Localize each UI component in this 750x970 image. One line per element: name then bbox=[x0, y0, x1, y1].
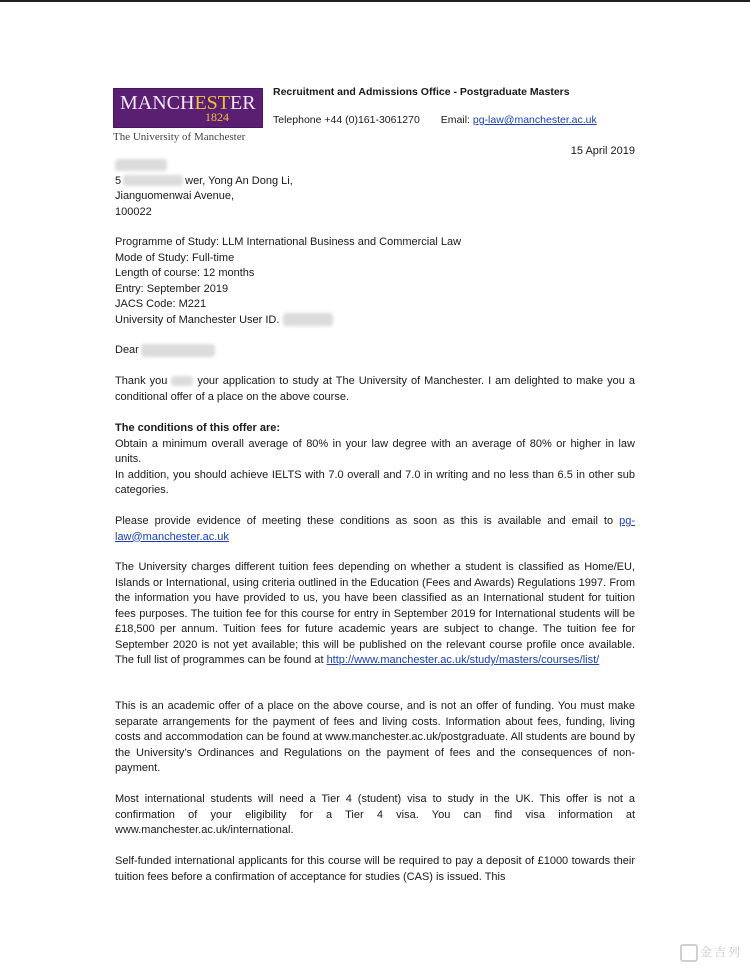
redacted-recipient bbox=[141, 344, 215, 357]
email-label: Email: bbox=[440, 114, 470, 126]
letter-date: 15 April 2019 bbox=[570, 145, 635, 157]
logo-year: 1824 bbox=[205, 110, 229, 124]
watermark: 金吉列 bbox=[680, 943, 742, 962]
recipient-address: 5 wer, Yong An Dong Li, Jianguomenwai Avenue, 100022 bbox=[115, 158, 635, 220]
contact-line bbox=[273, 114, 597, 126]
intro-paragraph: Thank you your application to study at The University of Manchester. I am delighted to make you a conditional offer of a place on the above course. bbox=[115, 375, 635, 403]
fees-paragraph: The University charges different tuition fees depending on whether a student is classified as Home/EU, Islands or International, using criteria outlined in the Education (Fees and Awards) Regulations 1997. From the information you have provided to us, you have been classified as an International student for tuition fees purposes. The tuition fee for this course for entry in September 2019 for International students will be £18,500 per annum. Tuition fees for future academic years are subject to change. The tuition fee for September 2020 is not yet available; this will be published on the relevant course profile once available. The full list of programmes can be found at http://www.manchester.ac.uk/study/masters/courses/list/ bbox=[115, 561, 635, 666]
evidence-email-link[interactable]: pg-law@manchester.ac.uk bbox=[115, 515, 635, 543]
telephone: Telephone +44 (0)161-3061270 bbox=[273, 114, 420, 126]
logo-wordmark: MANCHESTER bbox=[120, 92, 256, 114]
condition-item: In addition, you should achieve IELTS with 7.0 overall and 7.0 in writing and no less than 6.5 in other sub categories. bbox=[115, 468, 635, 496]
visa-paragraph: Most international students will need a Tier 4 (student) visa to study in the UK. This offer is not a confirmation of your eligibility for a Tier 4 visa. You can find visa information at www.manchester.ac.uk/international. bbox=[115, 793, 635, 836]
courses-list-link[interactable]: http://www.manchester.ac.uk/study/masters/courses/list/ bbox=[326, 654, 600, 666]
deposit-paragraph: Self-funded international applicants for this course will be required to pay a deposit of £1000 towards their tuition fees before a confirmation of acceptance for studies (CAS) is issued. This bbox=[115, 855, 635, 883]
redacted-user-id bbox=[283, 313, 333, 326]
condition-item: Obtain a minimum overall average of 80% in your law degree with an average of 80% or higher in law units. bbox=[115, 437, 635, 465]
watermark-icon bbox=[680, 944, 698, 962]
programme-details: Programme of Study: LLM International Business and Commercial Law Mode of Study: Full-time Length of course: 12 months Entry: September 2019 JACS Code: M221 University of Manchester User ID. bbox=[115, 236, 462, 326]
redacted-name bbox=[115, 159, 167, 171]
university-logo bbox=[113, 88, 263, 143]
evidence-paragraph: Please provide evidence of meeting these conditions as soon as this is available and email to pg-law@manchester.ac.uk bbox=[115, 515, 635, 543]
redacted-fragment bbox=[171, 376, 193, 386]
redacted-address bbox=[123, 175, 183, 186]
office-title: Recruitment and Admissions Office - Postgraduate Masters bbox=[273, 86, 570, 98]
funding-paragraph: This is an academic offer of a place on the above course, and is not an offer of funding. You must make separate arrangements for the payment of fees and living costs. Information about fees, funding, living costs and accommodation can be found at www.manchester.ac.uk/postgraduate. All students are bound by the University’s Ordinances and Regulations on the payment of fees and the consequences of non-payment. bbox=[115, 700, 635, 774]
logo-badge bbox=[113, 88, 263, 128]
conditions-section bbox=[115, 421, 635, 499]
conditions-heading: The conditions of this offer are: bbox=[115, 422, 281, 434]
greeting: Dear bbox=[115, 343, 635, 359]
logo-university-name: The University of Manchester bbox=[113, 131, 246, 143]
top-border bbox=[0, 0, 750, 2]
header-email-link[interactable]: pg-law@manchester.ac.uk bbox=[472, 114, 597, 126]
